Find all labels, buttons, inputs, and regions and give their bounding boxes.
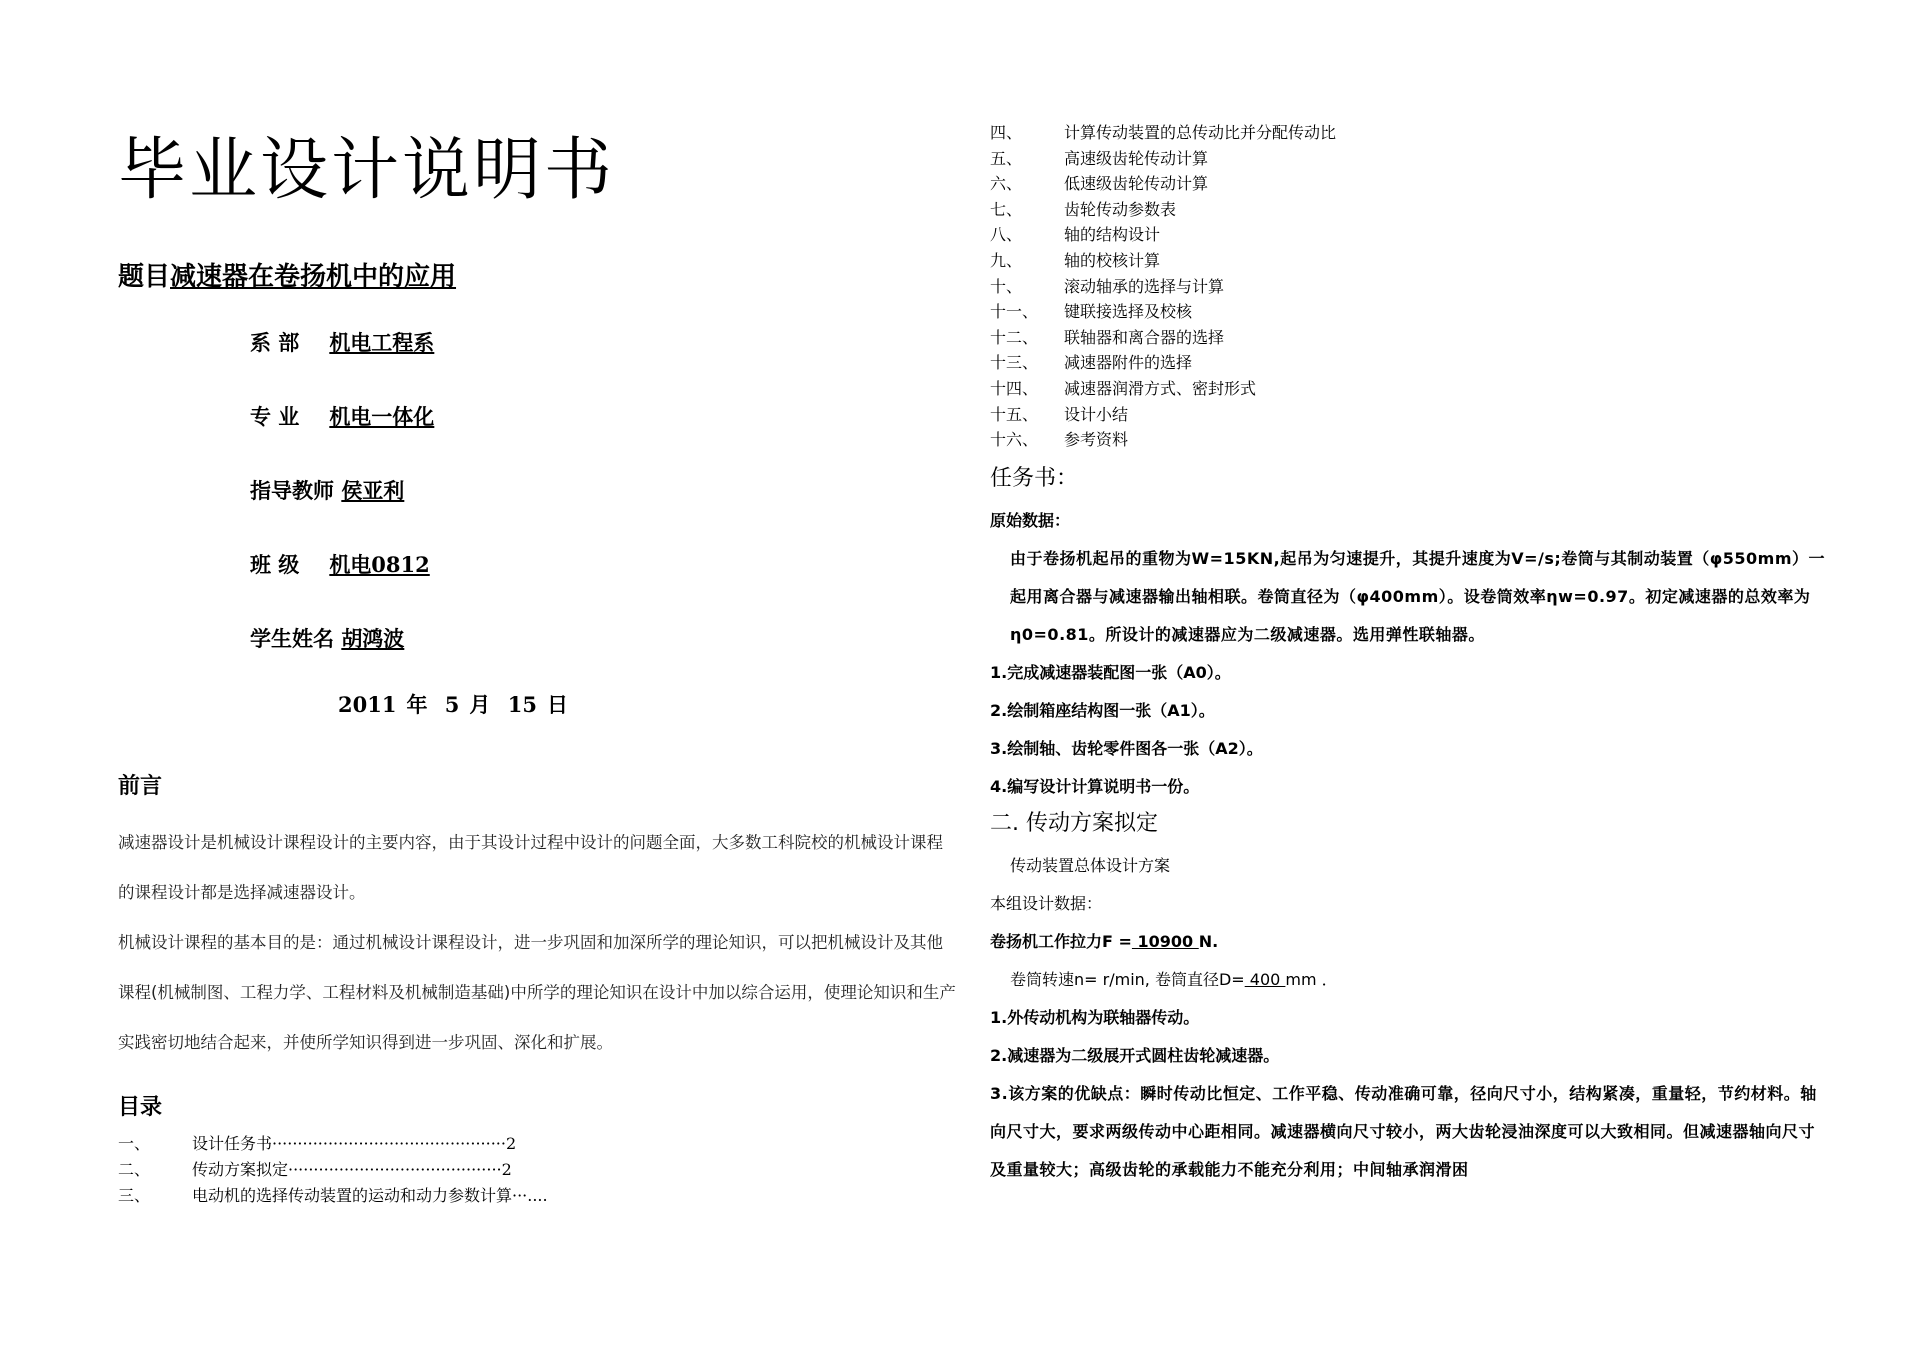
toc-text: 高速级齿轮传动计算: [1064, 148, 1209, 168]
toc-number: 十一、: [990, 302, 1039, 322]
preface-heading: 前言: [118, 772, 163, 799]
toc-heading: 目录: [118, 1093, 163, 1120]
toc-item[interactable]: [990, 427, 1830, 453]
toc-number: 九、: [990, 250, 1023, 270]
toc-number: 八、: [990, 225, 1023, 245]
document-title: 毕业设计说明书: [118, 131, 616, 210]
date-month-unit: 月: [469, 691, 491, 717]
toc-item[interactable]: [990, 248, 1830, 274]
toc-item[interactable]: [118, 1131, 958, 1157]
speed-line: [990, 961, 1830, 999]
toc-item[interactable]: [990, 146, 1830, 172]
left-column: [118, 120, 958, 1209]
info-row-student: [250, 623, 958, 649]
info-value: 机电一体化: [329, 403, 435, 429]
toc-item[interactable]: [990, 376, 1830, 402]
info-row-department: [250, 327, 958, 353]
toc-item[interactable]: [990, 274, 1830, 300]
toc-text: 滚动轴承的选择与计算: [1064, 276, 1225, 296]
subject-line: [118, 256, 958, 293]
toc-text: 联轴器和离合器的选择: [1064, 327, 1225, 347]
force-unit: N.: [1198, 931, 1219, 951]
date-day-unit: 日: [546, 691, 568, 717]
toc-number: 十四、: [990, 378, 1039, 398]
date-year: 2011: [338, 691, 397, 717]
toc-number: 七、: [990, 199, 1023, 219]
toc-number: 六、: [990, 174, 1023, 194]
toc-text: 齿轮传动参数表: [1064, 199, 1177, 219]
force-line: [990, 923, 1830, 961]
toc-text: 参考资料: [1064, 430, 1129, 450]
toc-item[interactable]: [990, 120, 1830, 146]
toc-text: 减速器润滑方式、密封形式: [1064, 378, 1257, 398]
info-value: 侯亚利: [341, 477, 405, 503]
toc-item[interactable]: [990, 350, 1830, 376]
date-day: 15: [507, 691, 537, 717]
scheme-point: 2.减速器为二级展开式圆柱齿轮减速器。: [990, 1045, 1280, 1065]
toc-text: 计算传动装置的总传动比并分配传动比: [1064, 123, 1337, 142]
preface-paragraph-2: 机械设计课程的基本目的是：通过机械设计课程设计，进一步巩固和加深所学的理论知识，可以把机械设计及其他课程(机械制图、工程力学、工程材料及机械制造基础)中所学的理论知识在设计中加以综合运用，使理论知识和生产实践密切地结合起来，并使所学知识得到进一步巩固、深化和扩展。: [118, 932, 956, 1052]
toc-item[interactable]: [990, 197, 1830, 223]
toc-number: 四、: [990, 123, 1023, 142]
info-value: 机电工程系: [329, 329, 435, 355]
toc-number: 五、: [990, 148, 1023, 168]
toc-item[interactable]: [118, 1183, 958, 1209]
toc-text: 低速级齿轮传动计算: [1064, 174, 1209, 194]
info-label: 指导教师: [250, 477, 334, 503]
toc-text: 轴的结构设计: [1064, 225, 1161, 245]
scheme-point-3: 3.该方案的优缺点：瞬时传动比恒定、工作平稳、传动准确可靠，径向尺寸小，结构紧凑，重量轻，节约材料。轴向尺寸大，要求两级传动中心距相同。减速器横向尺寸较小，两大齿轮浸油深度可以大致相同。但减速器轴向尺寸及重量较大；高级齿轮的承载能力不能充分利用；中间轴承润滑困: [990, 1083, 1817, 1179]
right-column: [990, 120, 1830, 1189]
date-line: [338, 689, 958, 719]
date-month: 5: [444, 691, 460, 717]
force-value: 10900: [1131, 931, 1199, 951]
speed-value: 400: [1244, 969, 1286, 989]
toc-item[interactable]: [990, 325, 1830, 351]
info-value: 胡鸿波: [341, 625, 405, 651]
toc-text: 轴的校核计算: [1064, 250, 1161, 270]
task-item: 2.绘制箱座结构图一张（A1）。: [990, 700, 1215, 720]
cover-info: [250, 327, 958, 649]
date-year-unit: 年: [406, 691, 428, 717]
toc-number: 十三、: [990, 353, 1039, 373]
toc-text: 电动机的选择传动装置的运动和动力参数计算···....: [192, 1185, 548, 1205]
toc-text: 减速器附件的选择: [1064, 353, 1193, 373]
toc-number: 一、: [118, 1133, 151, 1153]
speed-prefix: 卷筒转速n= r/min, 卷筒直径D=: [1010, 969, 1245, 989]
scheme-heading: 二. 传动方案拟定: [990, 810, 1158, 836]
toc-item[interactable]: [990, 402, 1830, 428]
info-row-class: [250, 549, 958, 575]
task-item: 4.编写设计计算说明书一份。: [990, 776, 1200, 796]
toc-text: 设计小结: [1064, 404, 1129, 424]
scheme-point: 1.外传动机构为联轴器传动。: [990, 1007, 1200, 1027]
task-item: 1.完成减速器装配图一张（A0）。: [990, 662, 1231, 682]
toc-item[interactable]: [118, 1157, 958, 1183]
toc-number: 十六、: [990, 430, 1039, 450]
toc-number: 二、: [118, 1159, 151, 1179]
info-row-major: [250, 401, 958, 427]
info-label: 专 业: [250, 403, 300, 429]
info-label: 班 级: [250, 551, 300, 577]
orig-data-label: 原始数据：: [990, 510, 1071, 530]
subject-value: 减速器在卷扬机中的应用: [170, 261, 457, 292]
speed-unit: mm ．: [1285, 969, 1338, 989]
orig-data-text: 由于卷扬机起吊的重物为W=15KN,起吊为匀速提升，其提升速度为V=/s;卷筒与其制动装置（φ550mm）一起用离合器与减速器输出轴相联。卷筒直径为（φ400mm）。设卷筒效率ηw=0.97。初定减速器的总效率为η0=0.81。所设计的减速器应为二级减速器。选用弹性联轴器。: [1010, 548, 1826, 644]
force-prefix: 卷扬机工作拉力F =: [990, 931, 1132, 951]
toc-number: 三、: [118, 1185, 151, 1205]
toc-number: 十二、: [990, 327, 1039, 347]
info-label: 系 部: [250, 329, 300, 355]
toc-text: 设计任务书··············································2: [192, 1133, 517, 1153]
info-label: 学生姓名: [250, 625, 334, 651]
task-heading: 任务书：: [990, 465, 1079, 491]
toc-list-left: [118, 1131, 958, 1209]
toc-text: 传动方案拟定··········································2: [192, 1159, 512, 1179]
preface-paragraph-1: 减速器设计是机械设计课程设计的主要内容，由于其设计过程中设计的问题全面，大多数工科院校的机械设计课程的课程设计都是选择减速器设计。: [118, 832, 943, 902]
toc-list-right: [990, 120, 1830, 453]
task-item: 3.绘制轴、齿轮零件图各一张（A2）。: [990, 738, 1263, 758]
info-value: 机电0812: [329, 551, 430, 577]
toc-item[interactable]: [990, 299, 1830, 325]
scheme-subheading: 传动装置总体设计方案: [1010, 855, 1171, 875]
toc-number: 十五、: [990, 404, 1039, 424]
toc-number: 十、: [990, 276, 1023, 296]
toc-text: 键联接选择及校核: [1064, 302, 1193, 322]
subject-label: 题目: [118, 261, 171, 292]
group-data-label: 本组设计数据：: [990, 893, 1103, 913]
toc-item[interactable]: [990, 222, 1830, 248]
info-row-advisor: [250, 475, 958, 501]
toc-item[interactable]: [990, 171, 1830, 197]
